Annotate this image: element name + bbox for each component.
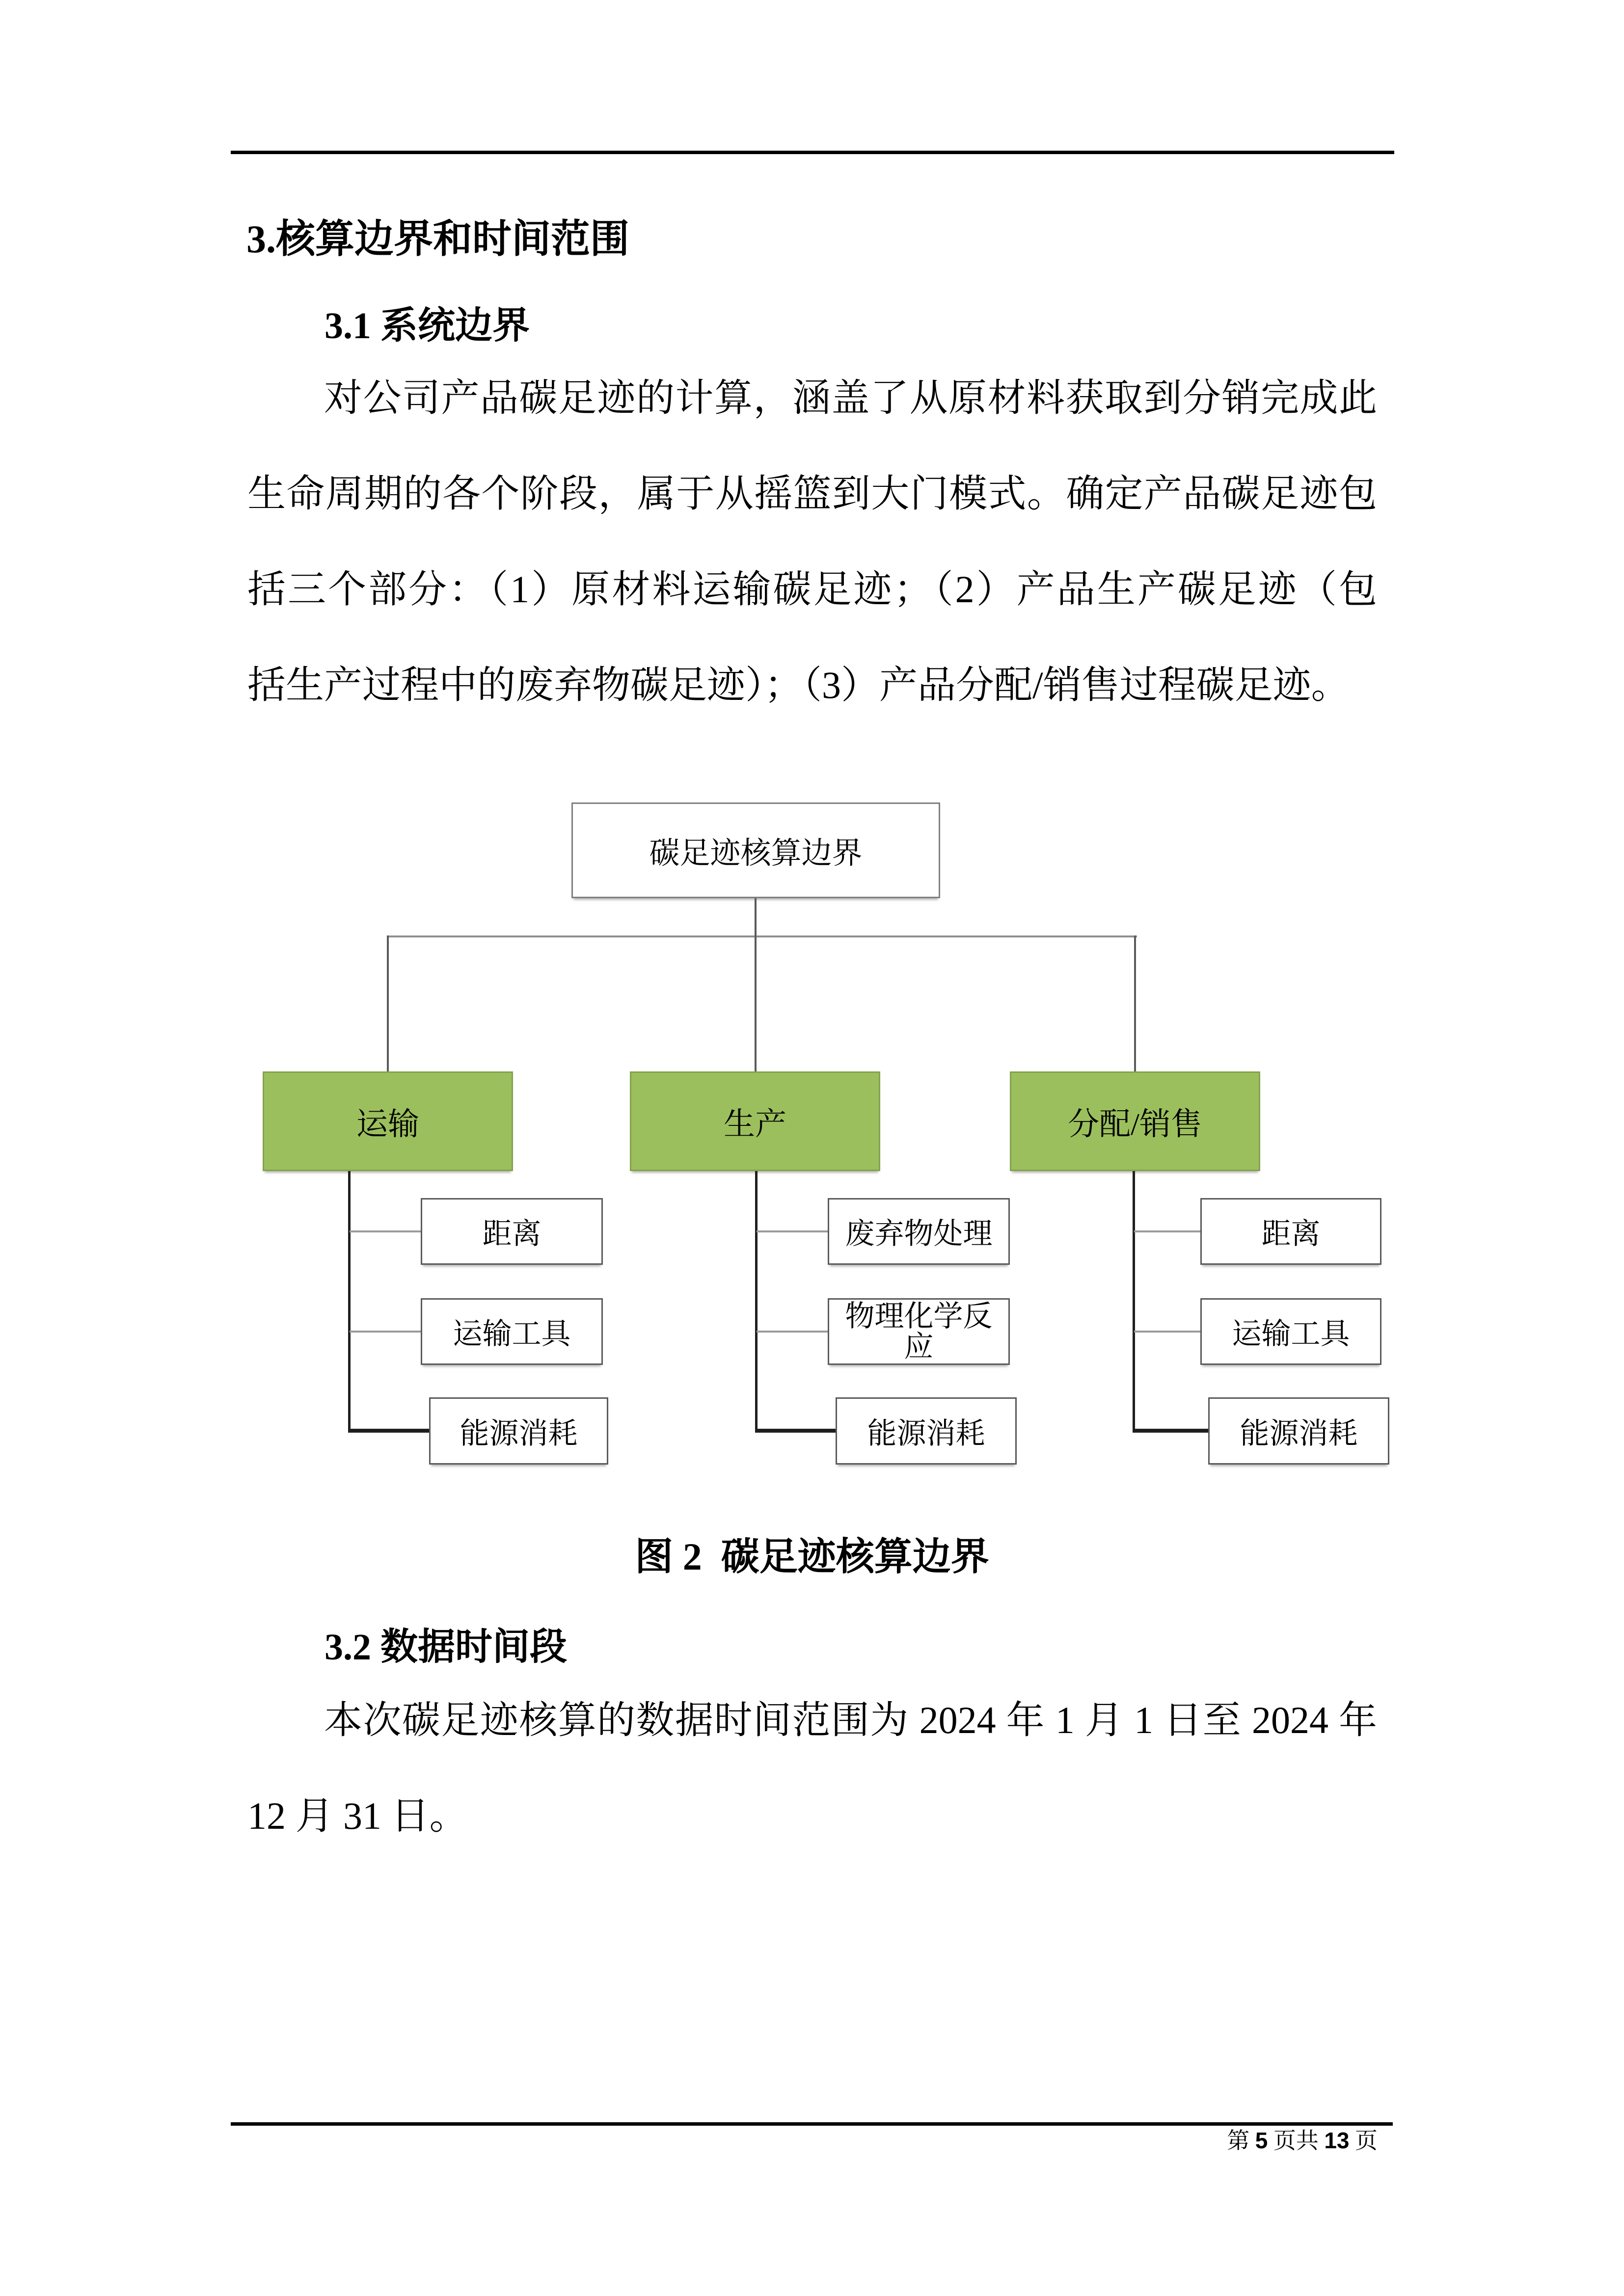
stub-production-1 [757,1230,828,1232]
leaf-box-production-energy [836,1397,1017,1465]
leaf-label: 能源消耗 [460,1417,578,1450]
stub-transport-2 [350,1331,421,1333]
spine-distribution [1133,1171,1135,1433]
leaf-box-distribution-distance [1200,1198,1381,1265]
subsection-heading-3-2: 3.2 数据时间段 [325,1627,567,1668]
footer-current-page: 5 [1255,2128,1268,2153]
paragraph-line: 12 月 31 日。 [247,1794,468,1837]
leaf-label: 距离 [482,1218,541,1250]
leaf-label: 距离 [1261,1218,1321,1250]
stub-production-2 [757,1331,828,1333]
branch-box-distribution [1010,1071,1260,1171]
header-rule [231,151,1394,154]
leaf-box-production-waste [828,1198,1010,1265]
spine-transport [348,1171,351,1433]
section-heading: 3.核算边界和时间范围 [246,218,629,261]
footer-prefix: 第 [1227,2128,1255,2153]
paragraph-line: 本次碳足迹核算的数据时间范围为 2024 年 1 月 1 日至 2024 年 [324,1699,1377,1741]
leaf-label: 物理化学反应 [845,1300,993,1363]
footer-total-pages: 13 [1324,2128,1350,2153]
spine-production [755,1171,758,1433]
leaf-label: 运输工具 [453,1318,571,1350]
stub-distribution-2 [1134,1331,1200,1333]
footer-middle: 页共 [1268,2128,1325,2153]
leaf-box-production-reaction [828,1298,1010,1365]
branch-box-transport [263,1071,513,1171]
leaf-box-transport-energy [429,1397,608,1465]
paragraph-line: 生命周期的各个阶段，属于从摇篮到大门模式。确定产品碳足迹包 [247,472,1377,515]
leaf-box-distribution-vehicle [1200,1298,1381,1365]
branch-label: 生产 [724,1106,786,1142]
diagram-root-box [571,802,940,898]
connector-drop-transport [387,935,389,1071]
paragraph-data-period [247,1672,1377,1864]
stub-transport-1 [350,1230,421,1232]
branch-label: 运输 [356,1106,419,1142]
footer-suffix: 页 [1349,2128,1378,2153]
leaf-label: 能源消耗 [867,1417,985,1450]
subsection-heading-3-1: 3.1 系统边界 [325,305,530,347]
elbow-production-3 [755,1429,837,1433]
paragraph-system-boundary [247,350,1377,733]
paragraph-line: 对公司产品碳足迹的计算，涵盖了从原材料获取到分销完成此 [324,376,1377,419]
branch-label: 分配/销售 [1068,1106,1202,1142]
connector-horizontal [387,935,1137,937]
diagram-root-label: 碳足迹核算边界 [649,837,863,870]
paragraph-line: 括生产过程中的废弃物碳足迹）；（3）产品分配/销售过程碳足迹。 [247,664,1350,706]
leaf-label: 运输工具 [1232,1318,1350,1350]
leaf-box-distribution-energy [1208,1397,1389,1465]
page-number [247,2127,1378,2154]
paragraph-line: 括三个部分：（1）原材料运输碳足迹；（2）产品生产碳足迹（包 [247,568,1377,611]
connector-root-drop [755,898,757,936]
stub-distribution-1 [1134,1230,1200,1232]
leaf-label: 废弃物处理 [845,1218,993,1250]
leaf-box-transport-distance [421,1198,603,1265]
branch-box-production [630,1071,880,1171]
leaf-label: 能源消耗 [1240,1417,1358,1450]
connector-drop-distribution [1134,935,1136,1071]
figure-caption: 图 2 碳足迹核算边界 [635,1535,989,1578]
connector-drop-production [755,935,757,1071]
leaf-box-transport-vehicle [421,1298,603,1365]
footer-rule [231,2122,1393,2126]
elbow-distribution-3 [1133,1429,1210,1433]
elbow-transport-3 [348,1429,431,1433]
